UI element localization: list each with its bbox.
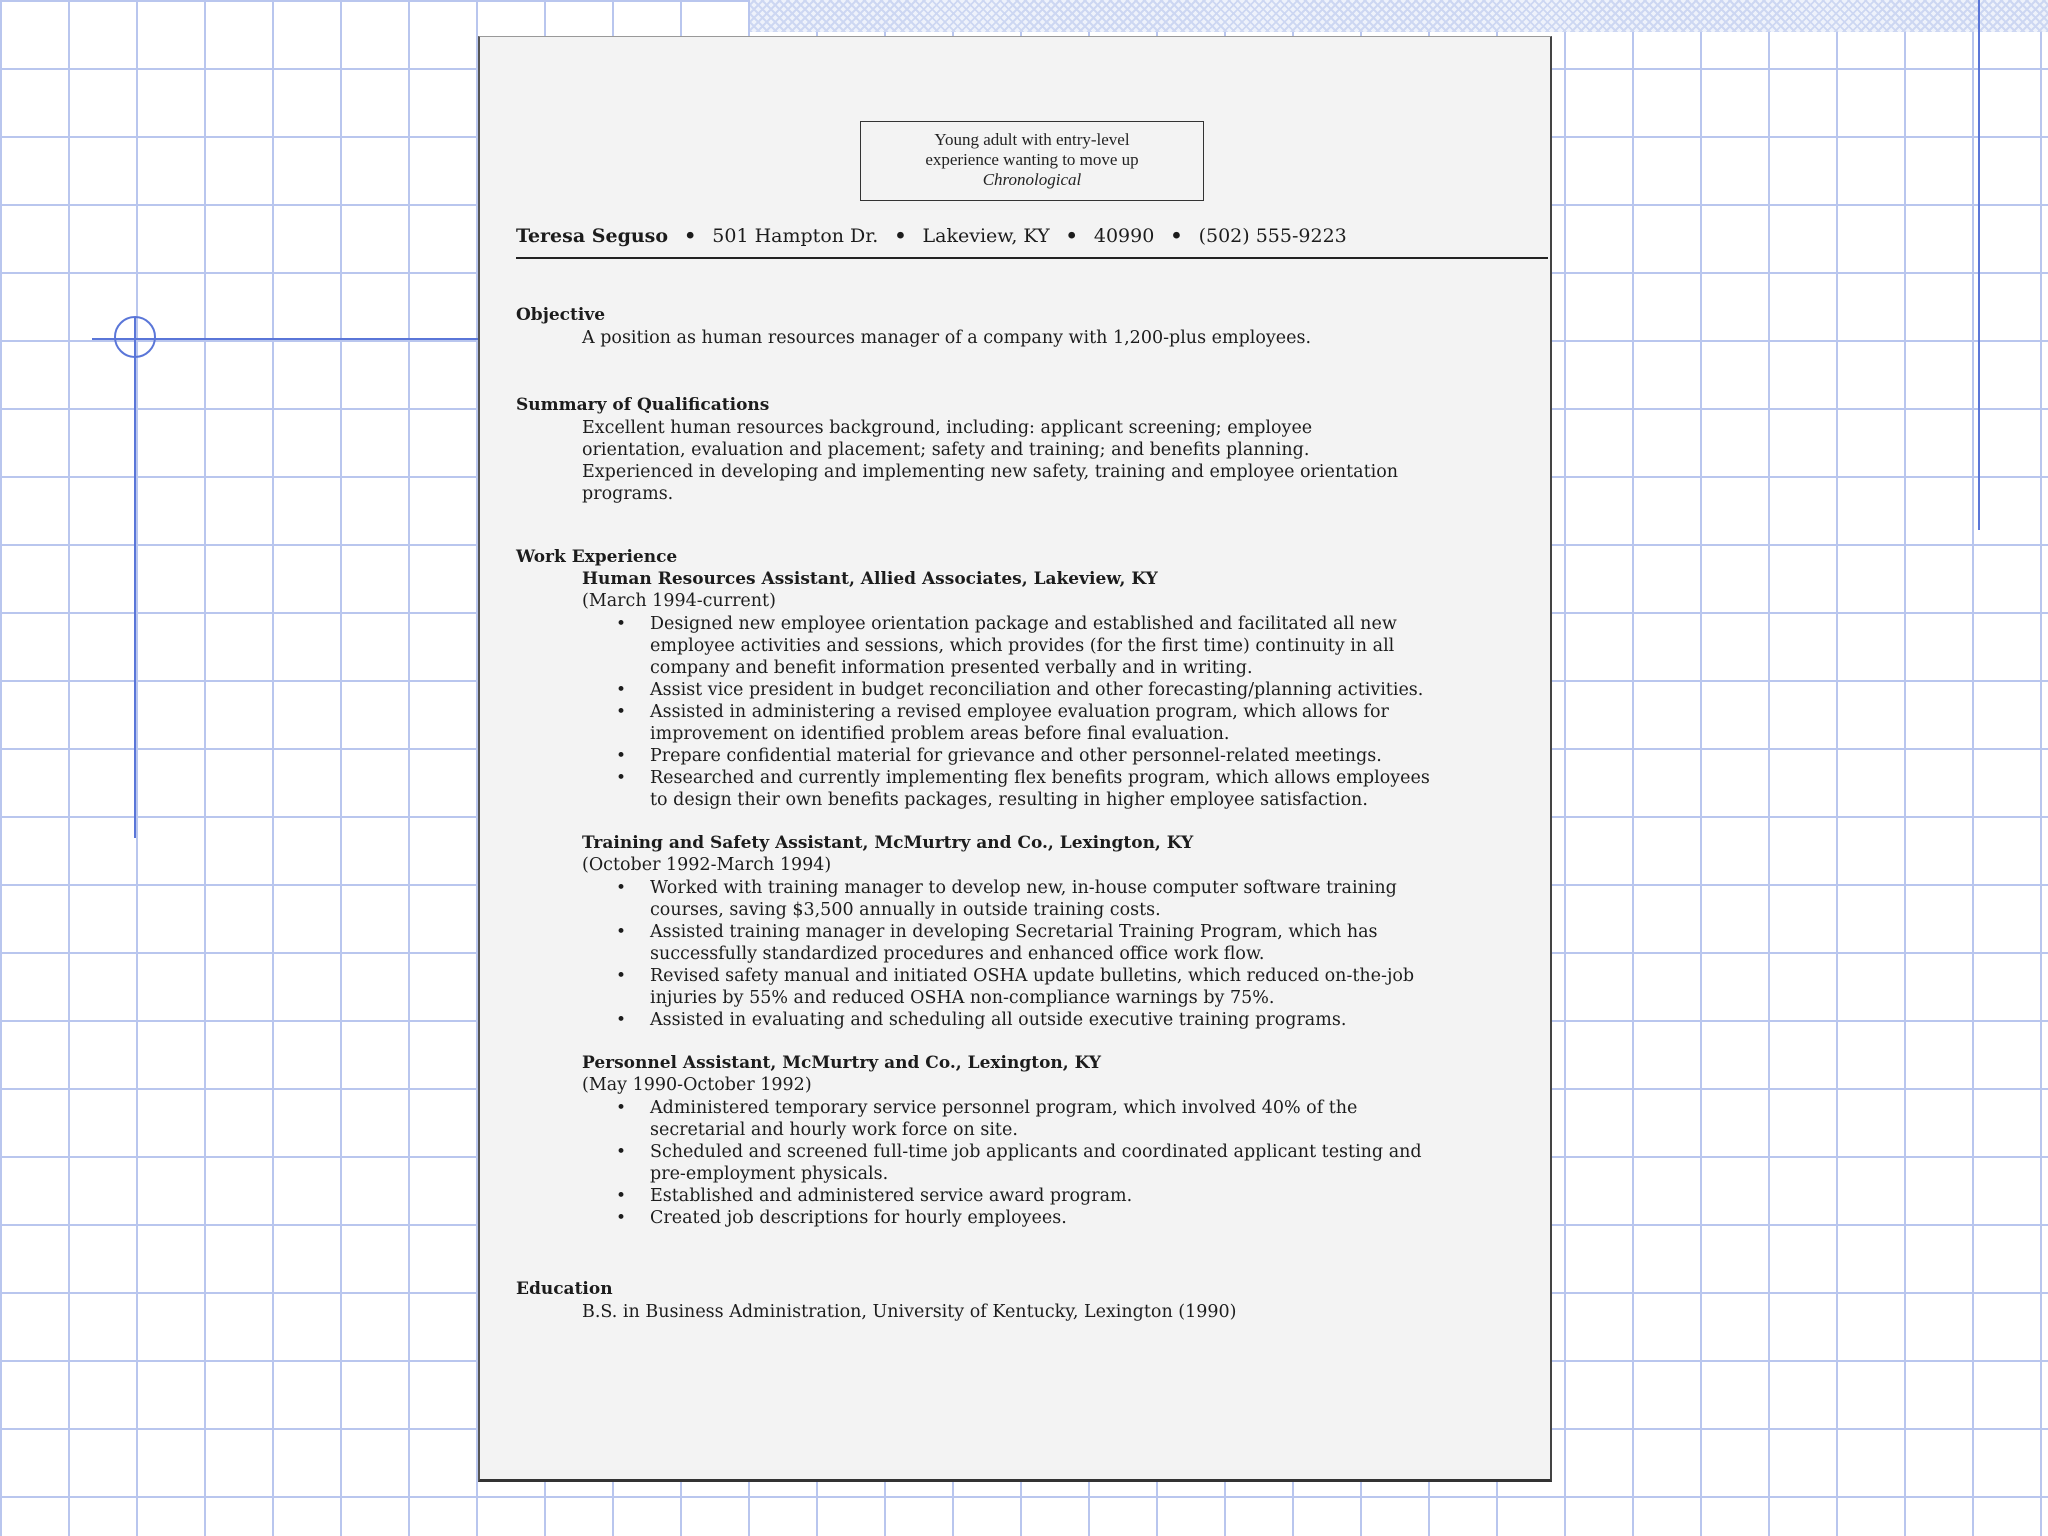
summary-heading: Summary of Qualifications (516, 395, 770, 415)
summary-line: programs. (582, 484, 674, 504)
job-dates: (May 1990-October 1992) (582, 1075, 812, 1095)
bullet-line: • Worked with training manager to develop new, in-house computer software training (650, 878, 1397, 898)
bullet-line: • Administered temporary service personnel program, which involved 40% of the (650, 1098, 1358, 1118)
job-title: Human Resources Assistant, Allied Associates, Lakeview, KY (582, 569, 1158, 589)
education-heading: Education (516, 1279, 613, 1299)
bullet-line: secretarial and hourly work force on site. (650, 1120, 1018, 1140)
bullet-item (616, 701, 1430, 745)
job-bullets (616, 613, 1430, 811)
job-bullets (616, 1097, 1422, 1229)
bullet-line: courses, saving $3,500 annually in outside training costs. (650, 900, 1161, 920)
contact-phone: (502) 555-9223 (1198, 225, 1347, 247)
bullet-line: to design their own benefits packages, resulting in higher employee satisfaction. (650, 790, 1368, 810)
bullet-line: • Assisted in evaluating and scheduling all outside executive training programs. (650, 1010, 1347, 1030)
bullet-item (616, 745, 1430, 767)
bullet-line: • Prepare confidential material for grievance and other personnel-related meetings. (650, 746, 1382, 766)
separator: • (1065, 225, 1078, 247)
job-dates: (October 1992-March 1994) (582, 855, 832, 875)
decorative-hatch-strip (750, 0, 2048, 32)
tag-line-1: Young adult with entry-level (934, 130, 1130, 149)
summary-line: orientation, evaluation and placement; safety and training; and benefits planning. (582, 440, 1310, 460)
bullet-item (616, 1141, 1422, 1185)
bullet-line: improvement on identified problem areas before final evaluation. (650, 724, 1230, 744)
job-title: Training and Safety Assistant, McMurtry and Co., Lexington, KY (582, 833, 1194, 853)
bullet-item (616, 1097, 1422, 1141)
bullet-line: • Established and administered service award program. (650, 1186, 1133, 1206)
bullet-item (616, 1207, 1422, 1229)
bullet-line: • Assisted training manager in developing Secretarial Training Program, which has (650, 922, 1378, 942)
crosshair-circle-icon (114, 316, 156, 358)
bullet-line: • Assist vice president in budget reconciliation and other forecasting/planning activities. (650, 680, 1424, 700)
bullet-item (616, 1009, 1414, 1031)
bullet-line: • Designed new employee orientation package and established and facilitated all new (650, 614, 1397, 634)
tag-style: Chronological (982, 170, 1082, 189)
education-text: B.S. in Business Administration, University of Kentucky, Lexington (1990) (582, 1302, 1237, 1322)
tag-line-2: experience wanting to move up (925, 150, 1139, 169)
separator: • (684, 225, 697, 247)
bullet-line: injuries by 55% and reduced OSHA non-compliance warnings by 75%. (650, 988, 1275, 1008)
summary-line: Excellent human resources background, including: applicant screening; employee (582, 418, 1313, 438)
bullet-line: • Researched and currently implementing flex benefits program, which allows employees (650, 768, 1430, 788)
bullet-line: • Revised safety manual and initiated OSHA update bulletins, which reduced on-the-job (650, 966, 1415, 986)
bullet-line: pre-employment physicals. (650, 1164, 889, 1184)
bullet-line: company and benefit information presented verbally and in writing. (650, 658, 1253, 678)
bullet-item (616, 921, 1414, 965)
bullet-item (616, 767, 1430, 811)
contact-zip: 40990 (1093, 225, 1155, 247)
contact-city: Lakeview, KY (922, 225, 1050, 247)
bullet-line: successfully standardized procedures and enhanced office work flow. (650, 944, 1265, 964)
separator: • (1170, 225, 1183, 247)
objective-heading: Objective (516, 305, 606, 325)
job-bullets (616, 877, 1414, 1031)
decorative-right-line (1978, 0, 1980, 530)
separator: • (894, 225, 907, 247)
contact-address: 501 Hampton Dr. (712, 225, 879, 247)
bullet-item (616, 965, 1414, 1009)
summary-line: Experienced in developing and implementing new safety, training and employee orientation (582, 462, 1399, 482)
bullet-item (616, 613, 1430, 679)
job-dates: (March 1994-current) (582, 591, 776, 611)
objective-text: A position as human resources manager of a company with 1,200-plus employees. (582, 328, 1312, 348)
bullet-item (616, 877, 1414, 921)
resume-page (478, 36, 1552, 1482)
job-title: Personnel Assistant, McMurtry and Co., Lexington, KY (582, 1053, 1102, 1073)
bullet-line: • Scheduled and screened full-time job applicants and coordinated applicant testing and (650, 1142, 1422, 1162)
bullet-item (616, 1185, 1422, 1207)
bullet-line: • Assisted in administering a revised employee evaluation program, which allows for (650, 702, 1389, 722)
bullet-line: • Created job descriptions for hourly employees. (650, 1208, 1067, 1228)
resume-type-tag (860, 121, 1204, 201)
summary-text (582, 417, 1398, 505)
work-heading: Work Experience (516, 547, 678, 567)
candidate-name: Teresa Seguso (516, 225, 669, 247)
contact-header (516, 225, 1548, 259)
bullet-line: employee activities and sessions, which provides (for the first time) continuity in all (650, 636, 1395, 656)
bullet-item (616, 679, 1430, 701)
decorative-vertical-line (134, 318, 136, 838)
